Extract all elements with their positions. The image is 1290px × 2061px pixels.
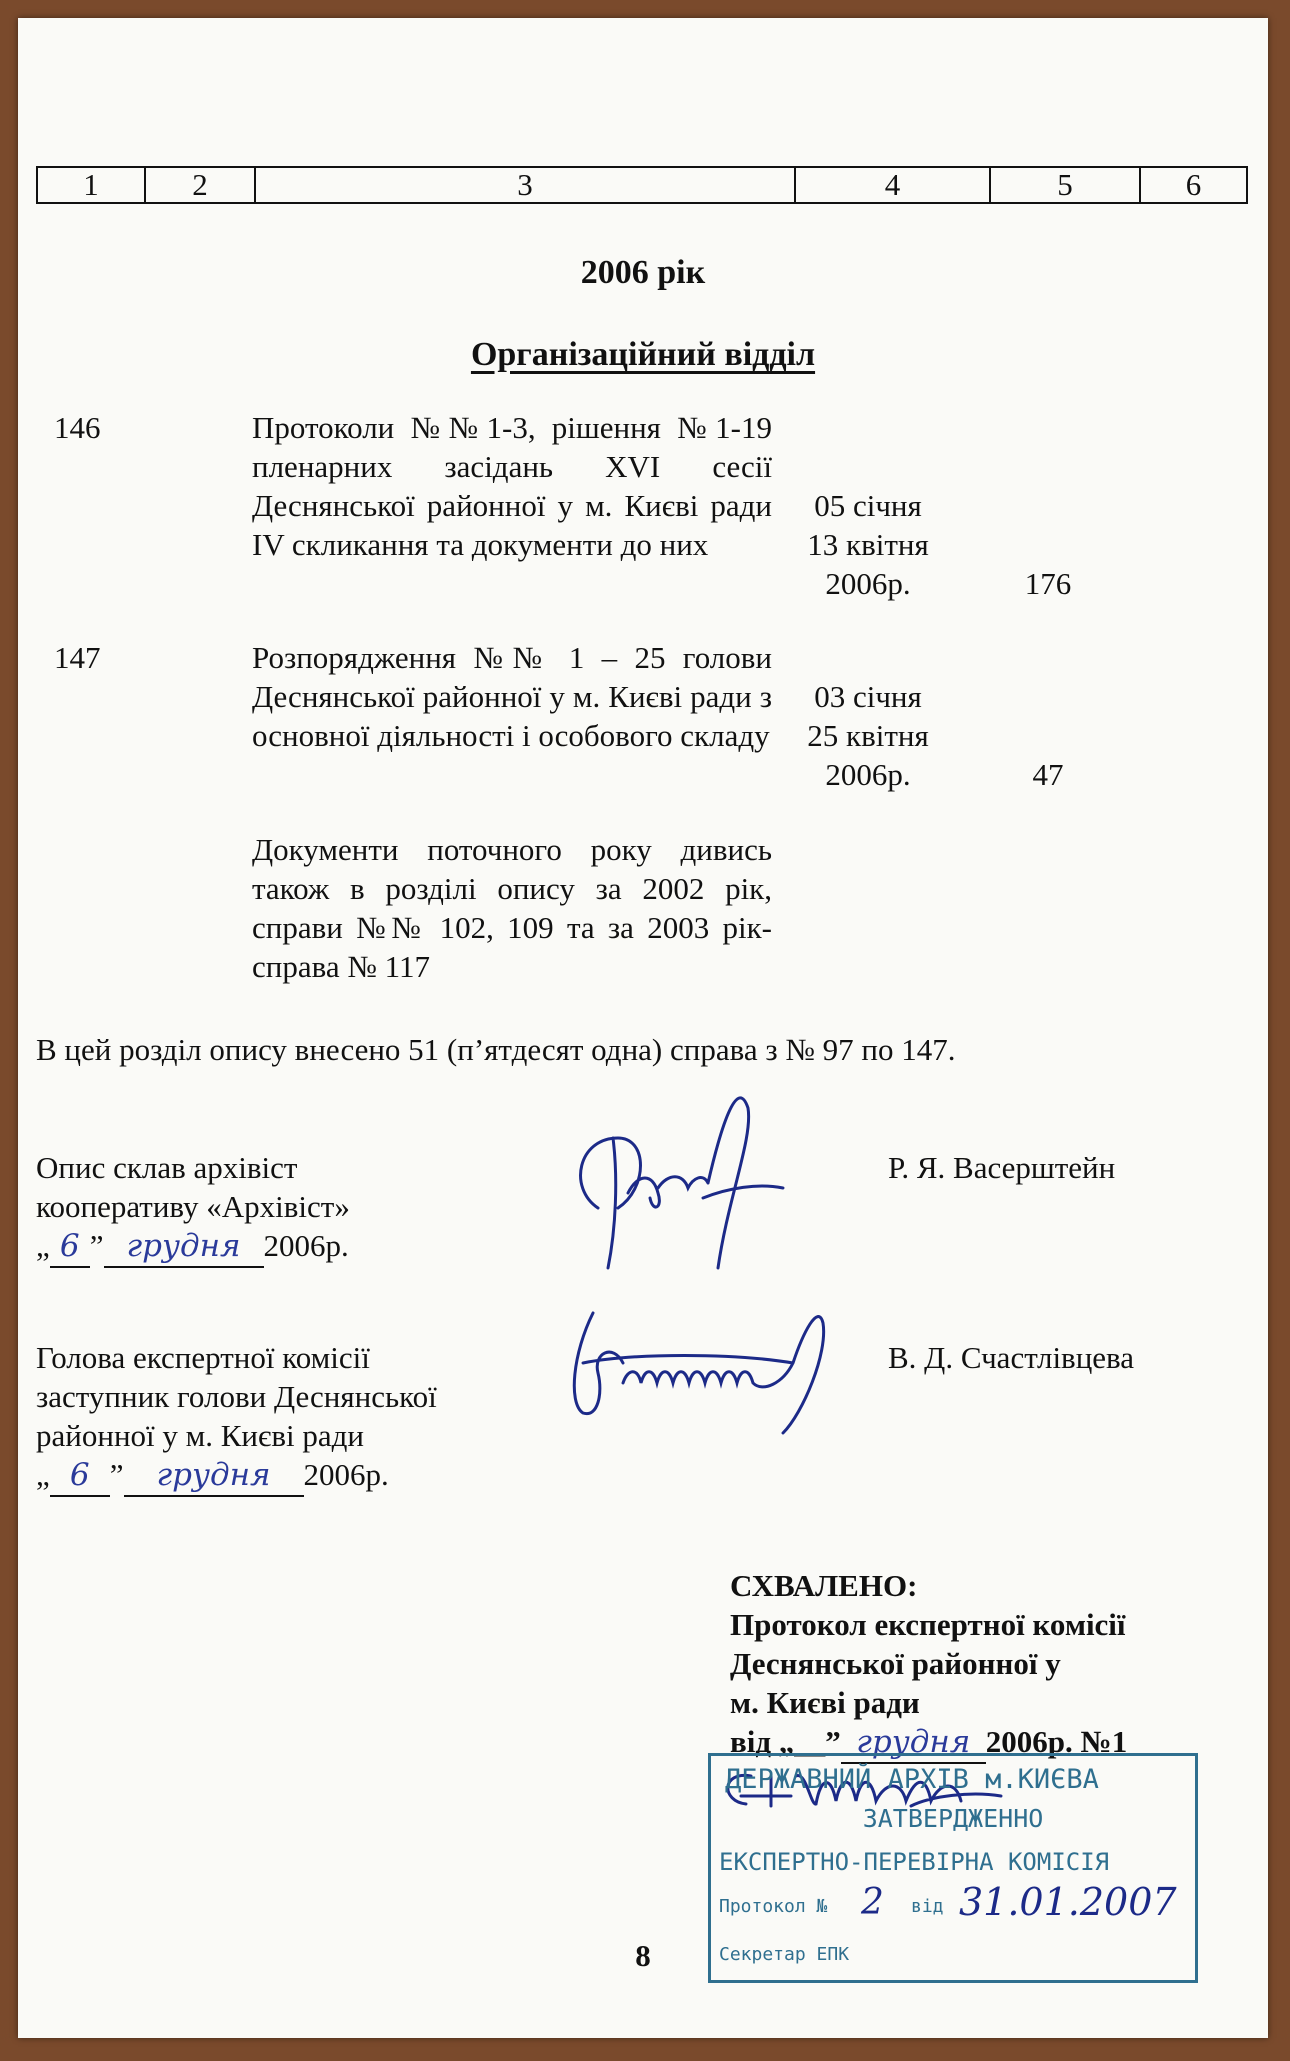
entry-year: 2006р. bbox=[825, 566, 911, 601]
entry-date-end: 13 квітня bbox=[807, 527, 929, 562]
entry-number: 147 bbox=[54, 640, 101, 675]
stamp-from-label: від bbox=[911, 1896, 944, 1917]
cross-reference-note: Документи поточного року дивись також в розділі опису за 2002 рік, справи №№ 102, 109 та за 2003 рік-справа № 117 bbox=[252, 832, 772, 984]
header-col-6: 6 bbox=[1185, 167, 1202, 202]
year-heading: 2006 рік bbox=[580, 254, 706, 291]
entry-title: Розпорядження №№ 1 – 25 голови Деснянської районної у м. Києві ради з основної діяльності і особового складу bbox=[252, 640, 772, 753]
stamp-line2: ЗАТВЕРДЖЕННО bbox=[862, 1804, 1044, 1833]
department-heading: Організаційний відділ bbox=[470, 336, 816, 373]
document-page bbox=[18, 18, 1268, 2038]
header-col-3: 3 bbox=[256, 168, 796, 202]
stamp-line1: ДЕРЖАВНИЙ АРХІВ м.КИЄВА bbox=[725, 1764, 1099, 1795]
compiler-line1: Опис склав архівіст bbox=[36, 1150, 298, 1185]
stamp-protocol-label: Протокол № bbox=[719, 1896, 828, 1917]
approved-line1: Протокол експертної комісії bbox=[730, 1607, 1126, 1642]
header-col-5: 5 bbox=[991, 168, 1141, 202]
entry-year: 2006р. bbox=[825, 757, 911, 792]
approved-line2: Деснянської районної у bbox=[730, 1646, 1061, 1681]
entry-sheets: 176 bbox=[1024, 566, 1072, 601]
approved-title: СХВАЛЕНО: bbox=[730, 1568, 918, 1603]
stamp-protocol-number: 2 bbox=[861, 1882, 884, 1923]
commission-line3: районної у м. Києві ради bbox=[36, 1418, 364, 1453]
commission-signature bbox=[553, 1273, 843, 1443]
compiler-line2: кооперативу «Архівіст» bbox=[36, 1189, 350, 1224]
approved-date: від „__” грудня 2006р. №1 bbox=[730, 1722, 1127, 1764]
entry-sheets: 47 bbox=[1032, 757, 1064, 792]
entry-date-start: 03 січня bbox=[814, 679, 922, 714]
section-summary: В цей розділ опису внесено 51 (п’ятдесят одна) справа з № 97 по 147. bbox=[36, 1032, 956, 1067]
entry-title: Протоколи №№1-3, рішення №1-19 пленарних засідань XVI сесії Деснянської районної у м. Києві ради IV скликання та документи до них bbox=[252, 410, 772, 562]
commission-line2: заступник голови Деснянської bbox=[36, 1379, 437, 1414]
commission-date: „ 6 ” грудня 2006р. bbox=[36, 1455, 389, 1497]
entry-date-end: 25 квітня bbox=[807, 718, 929, 753]
compiler-signature bbox=[558, 1078, 788, 1278]
commission-line1: Голова експертної комісії bbox=[36, 1340, 370, 1375]
entry-date-start: 05 січня bbox=[814, 488, 922, 523]
compiler-date: „ 6 ” грудня 2006р. bbox=[36, 1226, 349, 1268]
header-col-1: 1 bbox=[38, 168, 146, 202]
column-header-table bbox=[36, 166, 1248, 204]
entry-number: 146 bbox=[54, 410, 101, 445]
stamp-protocol-date: 31.01.2007 bbox=[959, 1880, 1177, 1924]
header-col-2: 2 bbox=[146, 168, 256, 202]
commission-name: В. Д. Счастлівцева bbox=[888, 1340, 1135, 1375]
stamp-line3: ЕКСПЕРТНО-ПЕРЕВІРНА КОМІСІЯ bbox=[719, 1848, 1110, 1876]
approved-line3: м. Києві ради bbox=[730, 1685, 920, 1720]
compiler-name: Р. Я. Васерштейн bbox=[888, 1150, 1116, 1185]
header-col-4: 4 bbox=[796, 168, 991, 202]
stamp-secretary-label: Секретар ЕПК bbox=[719, 1944, 850, 1965]
page-number: 8 bbox=[635, 1938, 651, 1973]
